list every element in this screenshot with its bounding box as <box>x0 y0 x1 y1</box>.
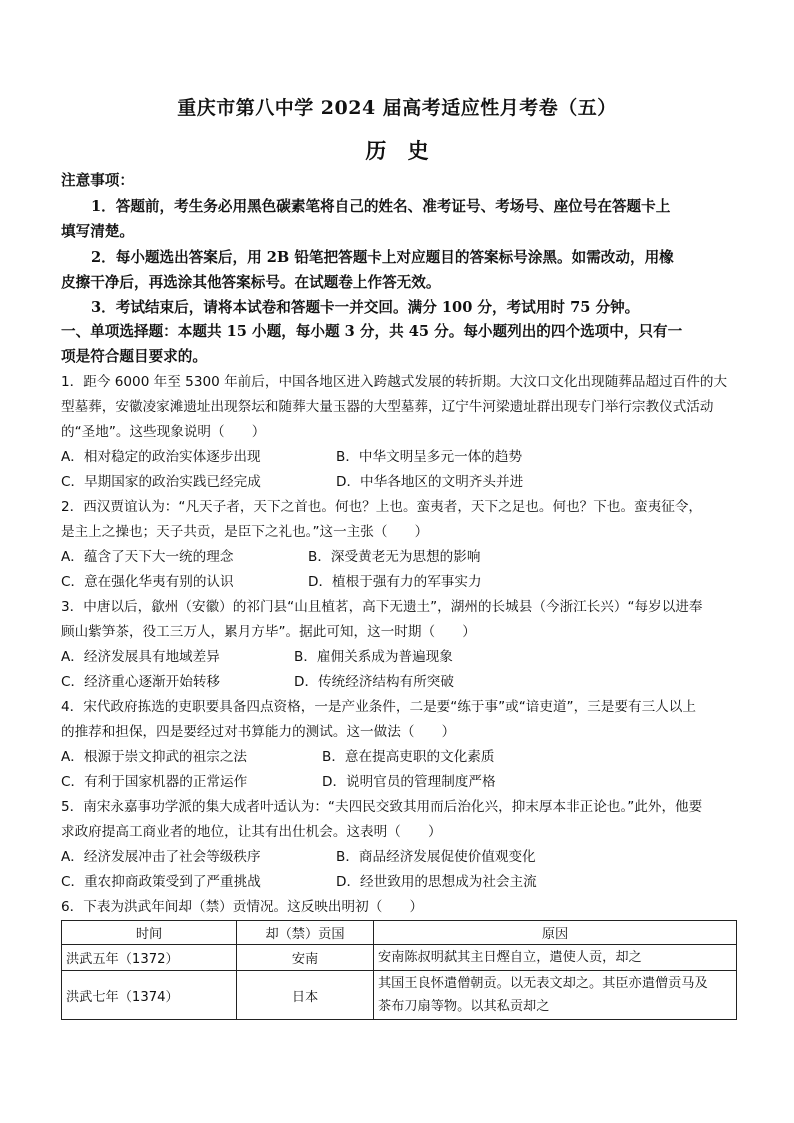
question-stem: 3．中唐以后，歙州（安徽）的祁门县“山且植茗，高下无遗土”，湖州的长城县（今浙江长兴）“每岁以进奉 <box>61 599 703 615</box>
question-stem: 求政府提高工商业者的地位，让其有出仕机会。这表明（ ） <box>61 824 442 840</box>
option-d: D．说明官员的管理制度严格 <box>322 774 496 790</box>
subject-title: 历 史 <box>365 138 429 163</box>
option-d: D．中华各地区的文明齐头并进 <box>336 474 524 490</box>
table-header-country: 却（禁）贡国 <box>237 921 374 945</box>
question-stem: 6．下表为洪武年间却（禁）贡情况。这反映出明初（ ） <box>61 899 424 915</box>
reason-line: 茶布刀扇等物。以其私贡却之 <box>378 999 550 1014</box>
option-b: B．意在提高吏职的文化素质 <box>322 749 495 765</box>
table-header-row <box>62 921 737 945</box>
table-cell-reason <box>374 971 737 1020</box>
option-c: C．有利于国家机器的正常运作 <box>61 774 248 790</box>
question-stem: 1．距今 6000 年至 5300 年前后，中国各地区进入跨越式发展的转折期。大汶口文化出现随葬品超过百件的大 <box>61 374 728 390</box>
option-d: D．传统经济结构有所突破 <box>294 674 454 690</box>
option-b: B．中华文明呈多元一体的趋势 <box>336 449 523 465</box>
notice-item: 2．每小题选出答案后，用 2B 铅笔把答题卡上对应题目的答案标号涂黑。如需改动，用橡 <box>91 249 674 266</box>
option-a: A．经济发展具有地域差异 <box>61 649 220 665</box>
option-a: A．蕴含了天下大一统的理念 <box>61 549 234 565</box>
option-b: B．商品经济发展促使价值观变化 <box>336 849 536 865</box>
option-b: B．雇佣关系成为普遍现象 <box>294 649 453 665</box>
option-d: D．经世致用的思想成为社会主流 <box>336 874 537 890</box>
reason-line: 安南陈叔明弑其主日熞自立，遣使人贡，却之 <box>378 950 642 965</box>
table-cell-time: 洪武五年（1372） <box>62 945 237 971</box>
option-d: D．植根于强有力的军事实力 <box>308 574 482 590</box>
option-c: C．重农抑商政策受到了严重挑战 <box>61 874 261 890</box>
table-header-reason: 原因 <box>374 921 737 945</box>
table-cell-time: 洪武七年（1374） <box>62 971 237 1020</box>
notice-item: 3．考试结束后，请将本试卷和答题卡一并交回。满分 100 分，考试用时 75 分钟。 <box>91 299 640 316</box>
question-stem: 的推荐和担保，四是要经过对书算能力的测试。这一做法（ ） <box>61 724 456 740</box>
tribute-table <box>61 920 737 1020</box>
option-b: B．深受黄老无为思想的影响 <box>308 549 481 565</box>
question-stem: 4．宋代政府拣选的吏职要具备四点资格，一是产业条件，二是要“练于事”或“谙吏道”，三是要有三人以上 <box>61 699 696 715</box>
notice-item: 皮擦干净后，再选涂其他答案标号。在试题卷上作答无效。 <box>61 274 441 291</box>
notice-item: 1．答题前，考生务必用黑色碳素笔将自己的姓名、准考证号、考场号、座位号在答题卡上 <box>91 198 671 215</box>
exam-title: 重庆市第八中学 2024 届高考适应性月考卷（五） <box>177 97 617 119</box>
section-heading: 一、单项选择题：本题共 15 小题，每小题 3 分，共 45 分。每小题列出的四个选项中，只有一 <box>61 323 683 340</box>
notice-heading: 注意事项： <box>61 172 134 189</box>
section-heading: 项是符合题目要求的。 <box>61 348 207 365</box>
option-a: A．相对稳定的政治实体逐步出现 <box>61 449 261 465</box>
table-cell-country: 安南 <box>237 945 374 971</box>
question-stem: 2．西汉贾谊认为：“凡天子者，天下之首也。何也？上也。蛮夷者，天下之足也。何也？下也。蛮夷征令， <box>61 499 703 515</box>
table-header-time: 时间 <box>62 921 237 945</box>
question-stem: 是主上之操也；天子共贡，是臣下之礼也。”这一主张（ ） <box>61 524 429 540</box>
option-c: C．意在强化华夷有别的认识 <box>61 574 234 590</box>
notice-item: 填写清楚。 <box>61 223 134 240</box>
question-stem: 5．南宋永嘉事功学派的集大成者叶适认为：“夫四民交致其用而后治化兴，抑末厚本非正论也。”此外，他要 <box>61 799 703 815</box>
question-stem: 的“圣地”。这些现象说明（ ） <box>61 424 266 440</box>
reason-line: 其国王良怀遣僧朝贡。以无表文却之。其臣亦遣僧贡马及 <box>378 976 708 991</box>
table-cell-country: 日本 <box>237 971 374 1020</box>
table-cell-reason <box>374 945 737 971</box>
option-a: A．经济发展冲击了社会等级秩序 <box>61 849 261 865</box>
option-c: C．早期国家的政治实践已经完成 <box>61 474 261 490</box>
table-row <box>62 945 737 971</box>
option-a: A．根源于崇文抑武的祖宗之法 <box>61 749 248 765</box>
table-row <box>62 971 737 1020</box>
option-c: C．经济重心逐渐开始转移 <box>61 674 221 690</box>
question-stem: 顾山紫笋茶，役工三万人，累月方毕”。据此可知，这一时期（ ） <box>61 624 476 640</box>
question-stem: 型墓葬，安徽凌家滩遗址出现祭坛和随葬大量玉器的大型墓葬，辽宁牛河梁遗址群出现专门举行宗教仪式活动 <box>61 399 714 415</box>
